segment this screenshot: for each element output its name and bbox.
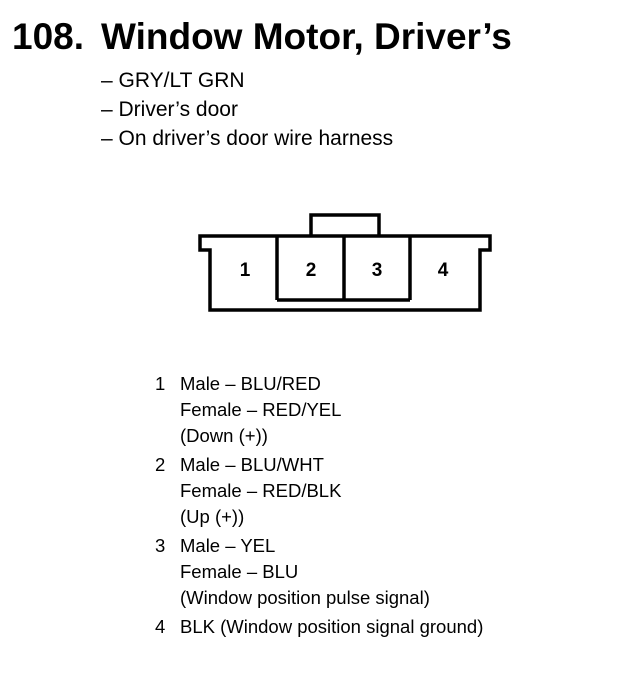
item-number: 108. [12,16,85,57]
page-title [12,10,512,64]
cavity-label-4: 4 [437,260,449,281]
item-title: Window Motor, Driver’s [101,16,512,57]
pin-number: 1 [155,373,166,394]
pin-note: (Down (+)) [180,425,268,446]
pin-list [155,371,483,643]
pin-female: Female – RED/BLK [180,480,342,501]
connector-diagram [195,212,495,317]
cavity-label-3: 3 [371,260,383,281]
connector-details [101,66,393,153]
pin-item [155,452,483,530]
pin-female: Female – RED/YEL [180,399,342,420]
pin-item [155,614,483,640]
cavity-label-1: 1 [239,260,251,281]
pin-item [155,371,483,449]
pin-male: Male – BLU/WHT [180,454,324,475]
pin-number: 4 [155,616,166,637]
pin-ground: BLK (Window position signal ground) [180,616,484,637]
pin-male: Male – BLU/RED [180,373,321,394]
detail-harness: – On driver’s door wire harness [101,127,394,150]
connector-lock-tab [311,215,379,237]
pin-note: (Up (+)) [180,506,245,527]
pin-female: Female – BLU [180,561,299,582]
detail-location: – Driver’s door [101,98,238,121]
pin-number: 2 [155,454,166,475]
pin-number: 3 [155,535,166,556]
pin-item [155,533,483,611]
detail-color: – GRY/LT GRN [101,69,245,92]
pin-male: Male – YEL [180,535,276,556]
cavity-label-2: 2 [305,260,317,281]
pin-note: (Window position pulse signal) [180,587,430,608]
